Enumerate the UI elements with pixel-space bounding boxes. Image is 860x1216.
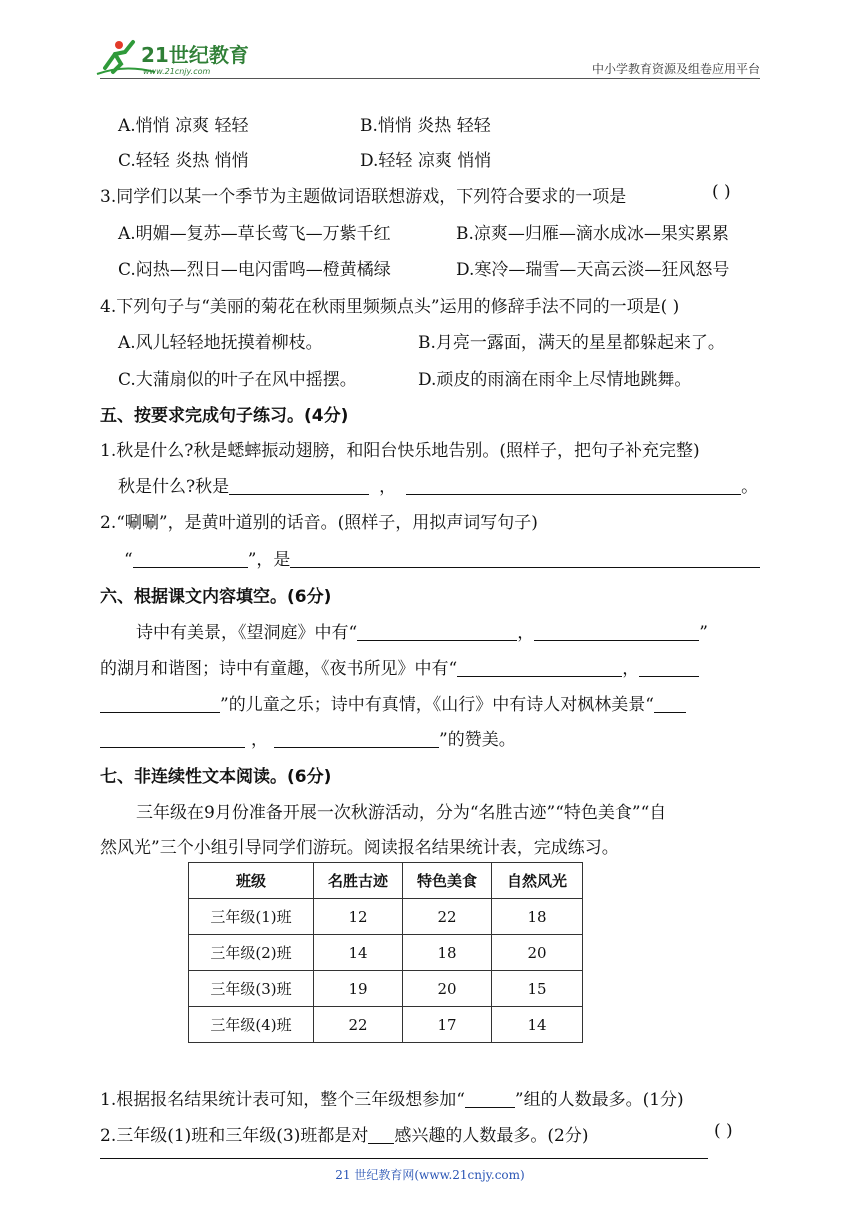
footer-divider (100, 1158, 708, 1159)
table-cell: 15 (492, 971, 583, 1007)
sec7-paragraph-line-1: 三年级在9月份准备开展一次秋游活动，分为“名胜古迹”“特色美食”“自 (136, 803, 667, 823)
sec5-q2-answer-line: “ ”，是 (124, 545, 760, 570)
q3-option-c: C.闷热—烈日—电闪雷鸣—橙黄橘绿 (118, 260, 391, 280)
table-cell: 20 (492, 935, 583, 971)
sec7-q2: 2.三年级(1)班和三年级(3)班都是对 感兴趣的人数最多。(2分) (100, 1126, 589, 1146)
q2-option-c: C.轻轻 炎热 悄悄 (118, 151, 249, 171)
answer-blank[interactable] (100, 731, 245, 748)
platform-name: 中小学教育资源及组卷应用平台 (591, 62, 760, 76)
table-cell: 三年级(1)班 (189, 899, 314, 935)
answer-blank[interactable] (290, 551, 760, 568)
q4-option-a: A.风儿轻轻地抚摸着柳枝。 (118, 333, 323, 353)
sec5-q1: 1.秋是什么?秋是蟋蟀振动翅膀，和阳台快乐地告别。(照样子，把句子补充完整) (100, 441, 700, 461)
table-row (189, 935, 583, 971)
answer-blank[interactable] (654, 696, 686, 713)
registration-table (188, 862, 583, 1043)
table-header-cell: 班级 (189, 863, 314, 899)
table-header-cell: 自然风光 (492, 863, 583, 899)
answer-blank[interactable] (229, 478, 369, 495)
answer-blank[interactable] (457, 660, 622, 677)
q3-answer-paren: ( ) (712, 182, 731, 202)
table-cell: 19 (314, 971, 403, 1007)
q3-option-d: D.寒冷—瑞雪—天高云淡—狂风怒号 (456, 260, 730, 280)
table-row (189, 899, 583, 935)
table-cell: 三年级(2)班 (189, 935, 314, 971)
sec7-q1: 1.根据报名结果统计表可知，整个三年级想参加“ ”组的人数最多。(1分) (100, 1090, 684, 1110)
section-5-title: 五、按要求完成句子练习。(4分) (100, 406, 349, 426)
sec5-q1-answer-line: 秋是什么?秋是 ， 。 (118, 477, 759, 497)
answer-blank[interactable] (100, 696, 220, 713)
q3-stem: 3.同学们以某一个季节为主题做词语联想游戏，下列符合要求的一项是 (100, 187, 627, 207)
table-cell: 17 (403, 1007, 492, 1043)
q4-option-b: B.月亮一露面，满天的星星都躲起来了。 (418, 333, 725, 353)
section-6-title: 六、根据课文内容填空。(6分) (100, 587, 332, 607)
q4-stem: 4.下列句子与“美丽的菊花在秋雨里频频点头”运用的修辞手法不同的一项是( ) (100, 297, 680, 317)
q2-option-b: B.悄悄 炎热 轻轻 (360, 116, 491, 136)
q4-option-d: D.顽皮的雨滴在雨伞上尽情地跳舞。 (418, 370, 692, 390)
table-cell: 20 (403, 971, 492, 1007)
answer-blank[interactable] (406, 478, 741, 495)
answer-blank[interactable] (534, 624, 699, 641)
q2-option-d: D.轻轻 凉爽 悄悄 (360, 151, 492, 171)
q3-option-a: A.明媚—复苏—草长莺飞—万紫千红 (118, 224, 391, 244)
table-row (189, 971, 583, 1007)
answer-blank[interactable] (465, 1091, 515, 1108)
table-cell: 22 (403, 899, 492, 935)
answer-blank[interactable] (274, 731, 439, 748)
sec5-q2: 2.“唰唰”，是黄叶道别的话音。(照样子，用拟声词写句子) (100, 513, 538, 533)
table-cell: 22 (314, 1007, 403, 1043)
header-divider (100, 78, 760, 79)
answer-blank[interactable] (133, 551, 248, 568)
sec7-q2-answer-paren: ( ) (714, 1121, 733, 1141)
table-cell: 12 (314, 899, 403, 935)
table-cell: 三年级(4)班 (189, 1007, 314, 1043)
section-7-title: 七、非连续性文本阅读。(6分) (100, 767, 332, 787)
sec6-line-4: ， ”的赞美。 (100, 725, 516, 750)
footer-link[interactable]: 21 世纪教育网(www.21cnjy.com) (335, 1168, 525, 1182)
sec6-line-2: 的湖月和谐图；诗中有童趣，《夜书所见》中有“ ， (100, 654, 699, 679)
table-header-cell: 特色美食 (403, 863, 492, 899)
q3-option-b: B.凉爽—归雁—滴水成冰—果实累累 (456, 224, 729, 244)
site-logo (95, 38, 265, 78)
sec6-line-1: 诗中有美景，《望洞庭》中有“ ， ” (136, 623, 708, 643)
table-row (189, 1007, 583, 1043)
q2-option-a: A.悄悄 凉爽 轻轻 (118, 116, 249, 136)
table-cell: 三年级(3)班 (189, 971, 314, 1007)
svg-text:21世纪教育: 21世纪教育 (141, 43, 249, 67)
svg-text:www.21cnjy.com: www.21cnjy.com (143, 67, 211, 76)
answer-blank[interactable] (368, 1127, 394, 1144)
table-cell: 18 (403, 935, 492, 971)
table-header-row (189, 863, 583, 899)
q4-option-c: C.大蒲扇似的叶子在风中摇摆。 (118, 370, 357, 390)
table-header-cell: 名胜古迹 (314, 863, 403, 899)
answer-blank[interactable] (639, 660, 699, 677)
table-cell: 14 (314, 935, 403, 971)
table-cell: 14 (492, 1007, 583, 1043)
answer-blank[interactable] (357, 624, 517, 641)
sec7-paragraph-line-2: 然风光”三个小组引导同学们游玩。阅读报名结果统计表，完成练习。 (100, 838, 619, 858)
sec6-line-3: ”的儿童之乐；诗中有真情，《山行》中有诗人对枫林美景“ (100, 690, 686, 715)
table-cell: 18 (492, 899, 583, 935)
